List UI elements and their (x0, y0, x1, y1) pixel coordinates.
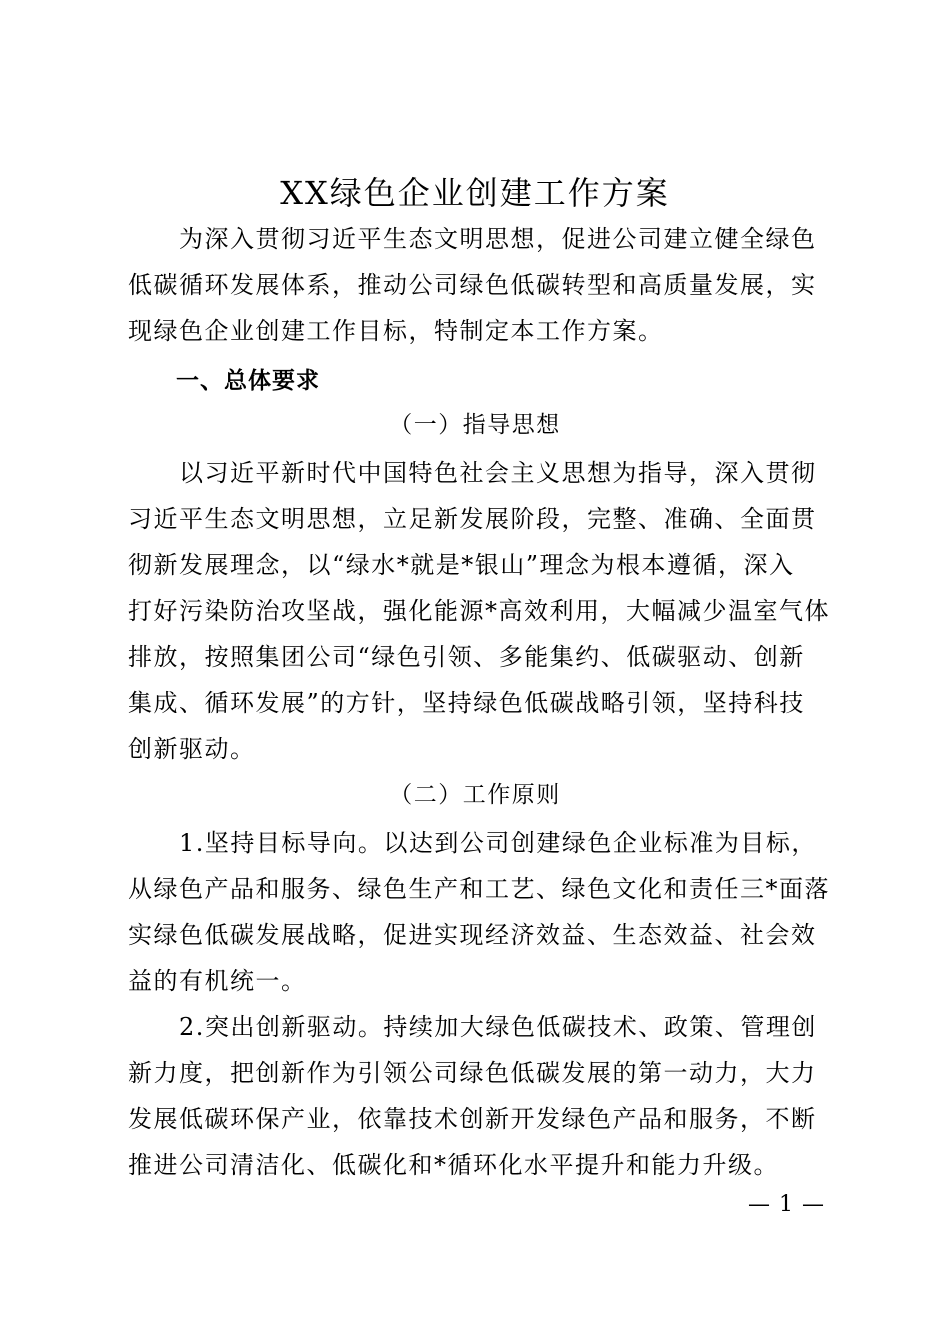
paragraph-line: 发展低碳环保产业，依靠技术创新开发绿色产品和服务，不断 (128, 1105, 817, 1133)
paragraph-line: 新力度，把创新作为引领公司绿色低碳发展的第一动力，大力 (128, 1059, 817, 1087)
intro-line: 现绿色企业创建工作目标，特制定本工作方案。 (128, 317, 664, 345)
paragraph-line: 彻新发展理念，以“绿水*就是*银山”理念为根本遵循，深入 (128, 551, 795, 579)
intro-paragraph (128, 216, 828, 354)
principle-1-paragraph (128, 820, 828, 1004)
paragraph-line: 2.突出创新驱动。持续加大绿色低碳技术、政策、管理创 (128, 1013, 817, 1041)
intro-line: 为深入贯彻习近平生态文明思想，促进公司建立健全绿色 (128, 225, 817, 253)
document-title: XX绿色企业创建工作方案 (280, 174, 670, 212)
section-heading-overall-requirements: 一、总体要求 (176, 368, 320, 394)
paragraph-line: 创新驱动。 (128, 735, 256, 763)
paragraph-line: 排放，按照集团公司“绿色引领、多能集约、低碳驱动、创新 (128, 643, 805, 671)
paragraph-line: 集成、循环发展”的方针，坚持绿色低碳战略引领，坚持科技 (128, 689, 805, 717)
subsection-heading-working-principles: （二）工作原则 (389, 782, 561, 808)
guiding-ideology-paragraph (128, 450, 828, 772)
page-number: — 1 — (748, 1192, 825, 1217)
paragraph-line: 习近平生态文明思想，立足新发展阶段，完整、准确、全面贯 (128, 505, 817, 533)
subsection-heading-guiding-ideology: （一）指导思想 (389, 412, 561, 438)
principle-2-paragraph (128, 1004, 828, 1188)
intro-line: 低碳循环发展体系，推动公司绿色低碳转型和高质量发展，实 (128, 271, 817, 299)
paragraph-line: 推进公司清洁化、低碳化和*循环化水平提升和能力升级。 (128, 1151, 779, 1179)
paragraph-line: 1.坚持目标导向。以达到公司创建绿色企业标准为目标， (128, 829, 817, 857)
paragraph-line: 打好污染防治攻坚战，强化能源*高效利用，大幅减少温室气体 (128, 597, 830, 625)
paragraph-line: 从绿色产品和服务、绿色生产和工艺、绿色文化和责任三*面落 (128, 875, 830, 903)
paragraph-line: 益的有机统一。 (128, 967, 307, 995)
paragraph-line: 实绿色低碳发展战略，促进实现经济效益、生态效益、社会效 (128, 921, 817, 949)
paragraph-line: 以习近平新时代中国特色社会主义思想为指导，深入贯彻 (128, 459, 817, 487)
